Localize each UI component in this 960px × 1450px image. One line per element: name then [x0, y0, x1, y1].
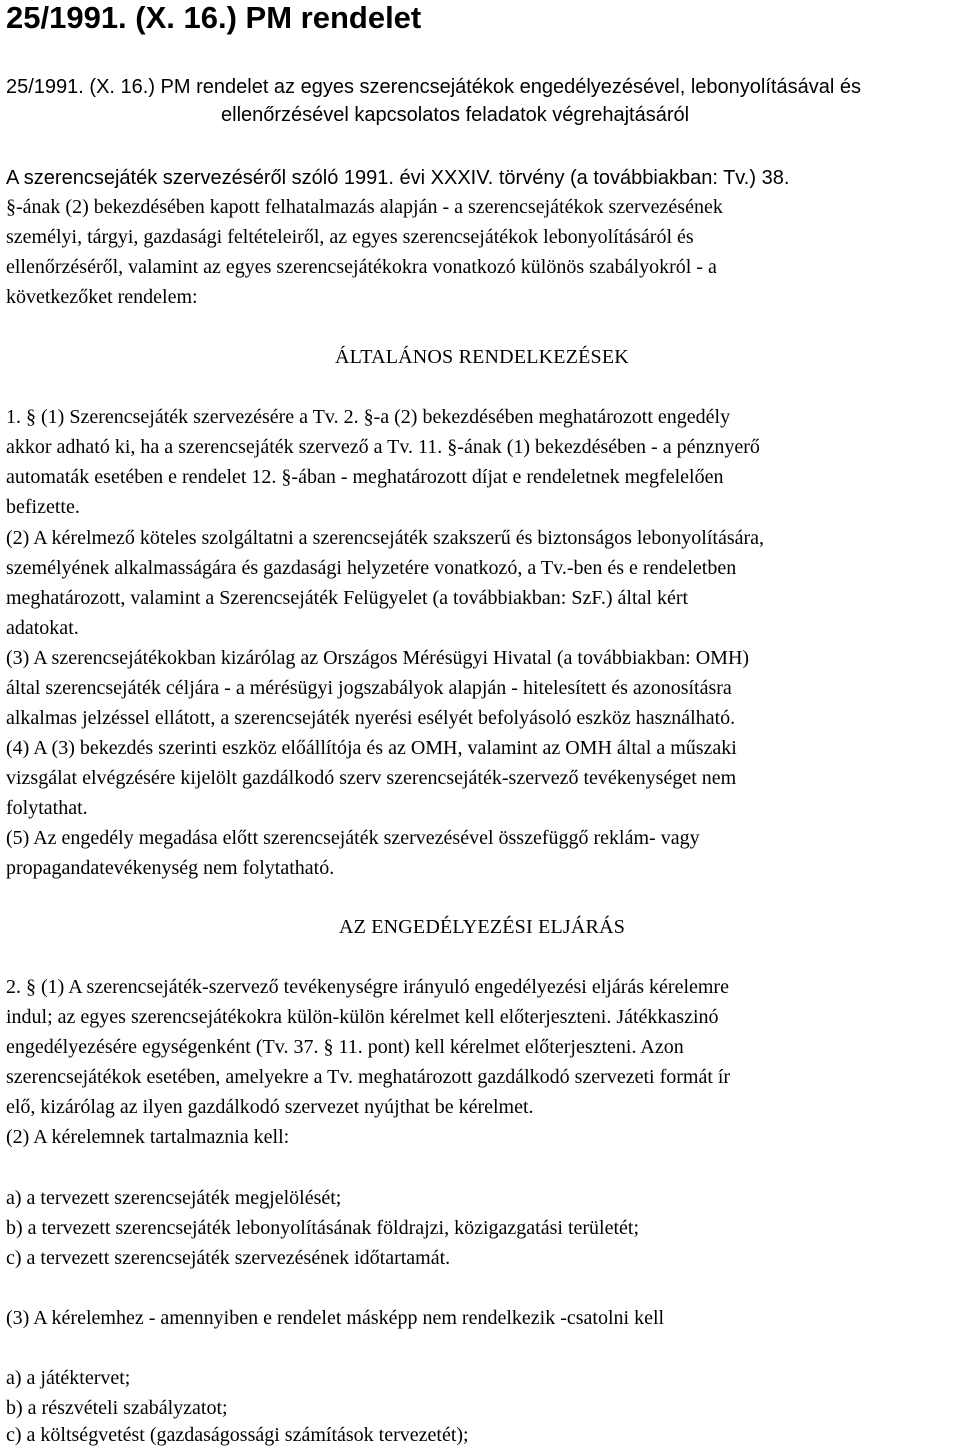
list-item: a) a játéktervet;	[6, 1367, 131, 1389]
list-item: b) a részvételi szabályzatot;	[6, 1397, 228, 1419]
paragraph-line: automaták esetében e rendelet 12. §-ában - meghatározott díjat e rendeletnek megfelelően	[6, 466, 724, 488]
paragraph-line: 1. § (1) Szerencsejáték szervezésére a Tv. 2. §-a (2) bekezdésében meghatározott engedély	[6, 406, 731, 428]
preamble-line: ellenőrzéséről, valamint az egyes szerencsejátékokra vonatkozó különös szabályokról - a	[6, 256, 717, 278]
preamble-line: következőket rendelem:	[6, 286, 198, 308]
paragraph-line: (4) A (3) bekezdés szerinti eszköz előállítója és az OMH, valamint az OMH által a műszaki	[6, 737, 737, 759]
paragraph-line: (3) A kérelemhez - amennyiben e rendelet másképp nem rendelkezik -csatolni kell	[6, 1307, 665, 1329]
list-item: c) a költségvetést (gazdaságossági számítások tervezetét);	[6, 1424, 469, 1446]
paragraph-line: folytathat.	[6, 797, 88, 819]
paragraph-line: adatokat.	[6, 617, 79, 639]
subtitle-line: ellenőrzésével kapcsolatos feladatok végrehajtásáról	[221, 104, 690, 126]
list-item: b) a tervezett szerencsejáték lebonyolításának földrajzi, közigazgatási területét;	[6, 1217, 640, 1239]
paragraph-line: befizette.	[6, 496, 80, 518]
preamble-line: §-ának (2) bekezdésében kapott felhatalmazás alapján - a szerencsejátékok szervezésének	[6, 196, 723, 218]
paragraph-line: (5) Az engedély megadása előtt szerencsejáték szervezésével összefüggő reklám- vagy	[6, 827, 700, 849]
paragraph-line: (3) A szerencsejátékokban kizárólag az Országos Mérésügyi Hivatal (a továbbiakban: OMH)	[6, 647, 750, 669]
paragraph-line: akkor adható ki, ha a szerencsejáték szervező a Tv. 11. §-ának (1) bekezdésében - a pénznyerő	[6, 436, 760, 458]
section-heading-general: ÁLTALÁNOS RENDELKEZÉSEK	[335, 346, 629, 368]
paragraph-line: engedélyezésére egységenként (Tv. 37. § 11. pont) kell kérelmet előterjeszteni. Azon	[6, 1036, 684, 1058]
paragraph-line: 2. § (1) A szerencsejáték-szervező tevékenységre irányuló engedélyezési eljárás kérelemre	[6, 976, 729, 998]
paragraph-line: szerencsejátékok esetében, amelyekre a Tv. meghatározott gazdálkodó szervezeti formát ír	[6, 1066, 731, 1088]
paragraph-line: propagandatevékenység nem folytatható.	[6, 857, 335, 879]
preamble-line: személyi, tárgyi, gazdasági feltételeiről, az egyes szerencsejátékok lebonyolításáról és	[6, 226, 694, 248]
paragraph-line: (2) A kérelemnek tartalmaznia kell:	[6, 1126, 290, 1148]
paragraph-line: meghatározott, valamint a Szerencsejáték Felügyelet (a továbbiakban: SzF.) által kért	[6, 587, 689, 609]
paragraph-line: (2) A kérelmező köteles szolgáltatni a szerencsejáték szakszerű és biztonságos lebonyolítására,	[6, 527, 765, 549]
paragraph-line: által szerencsejáték céljára - a mérésügyi jogszabályok alapján - hitelesített és azonosításra	[6, 677, 732, 699]
list-item: a) a tervezett szerencsejáték megjelölését;	[6, 1187, 342, 1209]
paragraph-line: alkalmas jelzéssel ellátott, a szerencsejáték nyerési esélyét befolyásoló eszköz használható.	[6, 707, 736, 729]
document-title: 25/1991. (X. 16.) PM rendelet	[6, 0, 422, 35]
paragraph-line: vizsgálat elvégzésére kijelölt gazdálkodó szerv szerencsejáték-szervező tevékenységet nem	[6, 767, 737, 789]
list-item: c) a tervezett szerencsejáték szervezésének időtartamát.	[6, 1247, 451, 1269]
paragraph-line: indul; az egyes szerencsejátékokra külön-külön kérelmet kell előterjeszteni. Játékkaszinó	[6, 1006, 719, 1028]
paragraph-line: személyének alkalmasságára és gazdasági helyzetére vonatkozó, a Tv.-ben és e rendeletben	[6, 557, 737, 579]
paragraph-line: elő, kizárólag az ilyen gazdálkodó szervezet nyújthat be kérelmet.	[6, 1096, 534, 1118]
section-heading-licensing: AZ ENGEDÉLYEZÉSI ELJÁRÁS	[338, 916, 626, 938]
preamble-line: A szerencsejáték szervezéséről szóló 1991. évi XXXIV. törvény (a továbbiakban: Tv.) 38.	[6, 167, 790, 189]
subtitle-line: 25/1991. (X. 16.) PM rendelet az egyes szerencsejátékok engedélyezésével, lebonyolításával és	[6, 76, 861, 98]
